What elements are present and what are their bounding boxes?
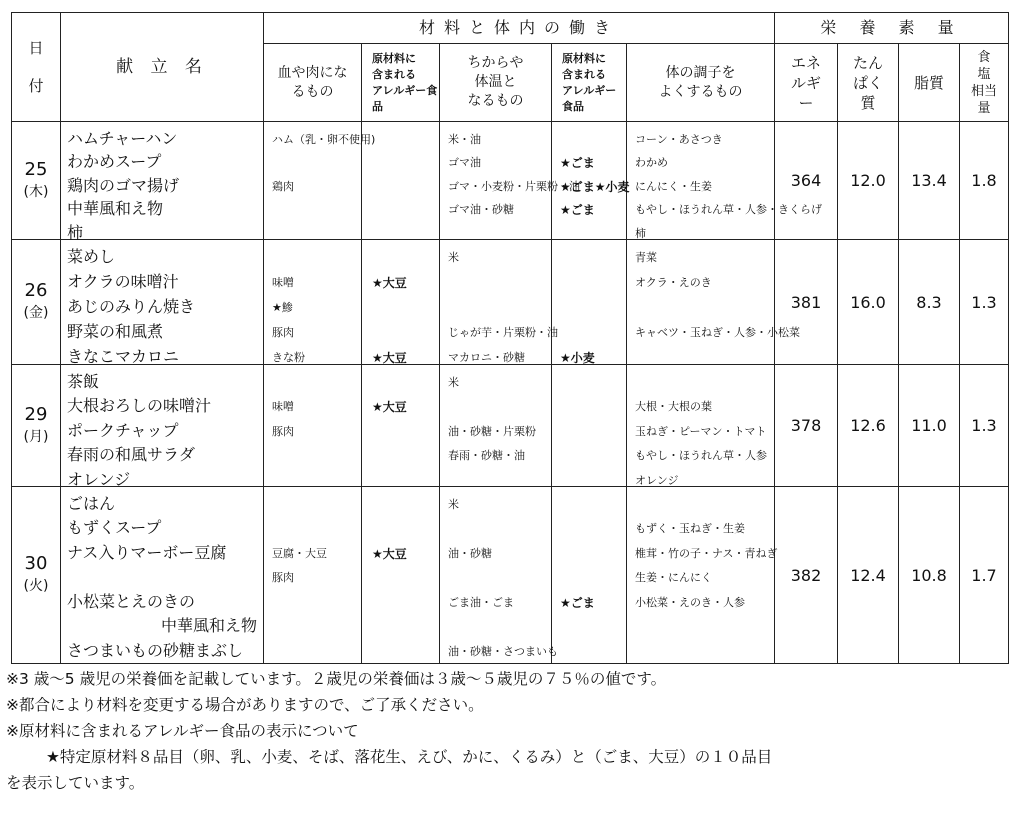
blood-cell-line: 豆腐・大豆: [272, 546, 327, 560]
blood-cell: [264, 365, 362, 487]
blood-allergy-cell-stack: [362, 123, 439, 239]
energy-cell-line: マカロニ・砂糖: [448, 350, 525, 364]
day-row: [12, 487, 1009, 664]
blood-cell-line: きな粉: [272, 350, 305, 364]
note-allergy-items: ★特定原材料８品目（卵、乳、小麦、そば、落花生、えび、かに、くるみ）と（ごま、大豆）の１０品目: [46, 748, 773, 766]
nutrition-group-header: 栄 養 素 量: [775, 13, 1009, 44]
dish-cell: [61, 240, 264, 365]
allergy-header-1: [362, 44, 440, 122]
blood-allergy-cell-line: ★大豆: [372, 275, 407, 290]
fat-value: 13.4: [899, 122, 960, 240]
note-allergy-end: を表示しています。: [6, 774, 145, 792]
salt-header-line1: 食: [977, 49, 991, 65]
energy-allergy-cell: [552, 240, 627, 365]
protein-value: 12.0: [838, 122, 899, 240]
blood-allergy-cell-stack: [362, 488, 439, 663]
fat-header: 脂質: [899, 44, 960, 122]
energy-cell-line: 油・砂糖: [448, 546, 492, 560]
dish-cell-line: オクラの味噌汁: [67, 271, 179, 291]
tone-cell-stack: [627, 366, 774, 486]
body-tone-line2: よくするもの: [658, 83, 743, 100]
energy-cell-stack: [440, 366, 551, 486]
dish-cell-line: ごはん: [67, 493, 116, 513]
salt-header-line4: 量: [977, 100, 991, 116]
energy-cell-line: じゃが芋・片栗粉・油: [448, 325, 558, 339]
menu-table: [11, 12, 1009, 664]
tone-cell-line: キャベツ・玉ねぎ・人参・小松菜: [635, 325, 800, 339]
blood-meat-line2: るもの: [291, 83, 334, 100]
dish-cell: [61, 365, 264, 487]
energy-cell-stack: [440, 241, 558, 364]
energy-allergy-cell-line: ★小麦: [560, 350, 595, 365]
note-allergy-title: ※原材料に含まれるアレルギー食品の表示について: [6, 722, 359, 740]
day-row: [12, 122, 1009, 240]
dish-cell-line: 野菜の和風煮: [67, 321, 164, 341]
tone-cell-stack: [627, 488, 778, 663]
dish-cell-line: きなこマカロニ: [67, 346, 180, 366]
protein-value: 12.4: [838, 487, 899, 664]
tone-cell: [627, 487, 778, 664]
dish-cell-line: ナス入りマーボー豆腐: [67, 542, 227, 562]
dish-cell: [61, 487, 264, 664]
salt-value: 1.7: [960, 487, 1009, 664]
energy-cell-line: ゴマ油・砂糖: [448, 203, 514, 216]
day-of-week: (火): [23, 578, 49, 594]
body-tone-line1: 体の調子を: [665, 64, 736, 81]
blood-cell-line: 味噌: [272, 400, 294, 413]
allergy-header-2-line3: アレルギー食品: [562, 83, 617, 113]
blood-cell-stack: [264, 123, 376, 239]
blood-cell-line: 豚肉: [272, 424, 294, 438]
blood-allergy-cell-line: ★大豆: [372, 546, 407, 561]
tone-cell: [627, 365, 775, 487]
dish-cell-line: オレンジ: [67, 469, 131, 489]
blood-cell: [264, 240, 362, 365]
blood-allergy-cell: [362, 365, 440, 487]
date-header-line2: 付: [28, 77, 44, 95]
energy-allergy-cell: [552, 122, 630, 240]
tone-cell-line: 柿: [635, 226, 646, 240]
energy-body-line1: ちからや: [467, 55, 524, 71]
energy-allergy-cell-stack: [552, 488, 626, 663]
protein-header: [838, 44, 899, 122]
energy-cell-line: 米: [448, 250, 459, 264]
dish-cell-line: さつまいもの砂糖まぶし: [67, 640, 244, 660]
blood-cell-stack: [264, 366, 361, 486]
date-number: 26: [24, 280, 48, 301]
allergy-header-2: [552, 44, 627, 122]
date-cell: [12, 487, 61, 664]
blood-allergy-cell: [362, 487, 440, 664]
dish-cell-line: 大根おろしの味噌汁: [67, 396, 212, 415]
energy-header-line3: ー: [798, 93, 814, 112]
blood-allergy-cell: [362, 240, 440, 365]
energy-allergy-cell-line: ★ごま: [560, 156, 595, 170]
energy-allergy-cell-line: ★ごま: [560, 595, 595, 610]
energy-allergy-cell: [552, 365, 627, 487]
blood-cell-line: ハム（乳・卵不使用): [272, 132, 376, 146]
tone-cell-line: コーン・あさつき: [635, 132, 723, 146]
blood-cell: [264, 487, 362, 664]
dish-cell-stack: [61, 366, 263, 489]
date-number: 25: [24, 158, 48, 180]
dish-cell-line: 中華風和え物: [67, 199, 164, 218]
blood-cell-line: 味噌: [272, 275, 294, 289]
dish-cell-line: わかめスープ: [67, 152, 162, 171]
energy-cell: [440, 240, 558, 365]
energy-cell-line: 米: [448, 497, 459, 511]
dish-cell-line: ポークチャップ: [67, 420, 179, 440]
energy-body-line2: 体温と: [474, 74, 517, 90]
tone-cell-line: にんにく・生姜: [635, 179, 712, 193]
energy-header-line2: ルギ: [790, 73, 821, 92]
energy-allergy-cell: [552, 487, 627, 664]
materials-group-header: 材料と体内の働き: [264, 13, 775, 44]
blood-cell-stack: [264, 488, 361, 663]
blood-cell-stack: [264, 241, 361, 364]
allergy-header-1-line2: 含まれる: [372, 67, 416, 81]
dish-cell-line: あじのみりん焼き: [67, 296, 196, 316]
blood-meat-header: [264, 44, 362, 122]
dish-cell-line: 柿: [67, 222, 84, 242]
dish-cell-stack: [61, 241, 263, 364]
energy-body-header: [440, 44, 552, 122]
energy-header: [775, 44, 838, 122]
energy-cell: [440, 487, 558, 664]
date-cell: [12, 122, 61, 240]
blood-allergy-cell: [362, 122, 440, 240]
energy-allergy-cell-stack: [552, 366, 626, 486]
tone-cell-line: オレンジ: [635, 473, 679, 487]
dish-cell-line: 鶏肉のゴマ揚げ: [67, 175, 180, 195]
energy-header-line1: エネ: [790, 53, 821, 72]
tone-cell-line: 生姜・にんにく: [635, 571, 712, 584]
protein-header-line2: ぱく: [852, 73, 883, 92]
energy-allergy-cell-stack: [552, 123, 630, 239]
tone-cell-line: わかめ: [635, 156, 668, 169]
day-of-week: (月): [23, 428, 49, 445]
energy-allergy-cell-line: ★ごま: [560, 203, 595, 217]
note-nutrition: ※3 歳～5 歳児の栄養価を記載しています。２歳児の栄養価は３歳～５歳児の７５％の値です。: [6, 670, 667, 688]
tone-cell: [627, 240, 800, 365]
energy-cell-line: ごま油・ごま: [448, 595, 514, 609]
kcal-value: 381: [775, 240, 838, 365]
blood-allergy-cell-line: ★大豆: [372, 350, 407, 365]
date-header-line1: 日: [28, 39, 44, 57]
blood-cell: [264, 122, 376, 240]
date-number: 29: [24, 403, 48, 425]
allergy-header-1-line1: 原材料に: [372, 51, 416, 65]
salt-value: 1.3: [960, 365, 1009, 487]
energy-cell-line: 米: [448, 375, 459, 389]
blood-cell-line: 豚肉: [272, 325, 294, 339]
protein-value: 12.6: [838, 365, 899, 487]
salt-header: [960, 44, 1009, 122]
tone-cell-line: 玉ねぎ・ピーマン・トマト: [635, 424, 767, 438]
allergy-header-2-line1: 原材料に: [562, 51, 606, 65]
tone-cell-stack: [627, 241, 800, 364]
tone-cell-line: オクラ・えのき: [635, 275, 712, 289]
blood-allergy-cell-line: ★大豆: [372, 400, 407, 414]
blood-cell-line: 豚肉: [272, 571, 294, 584]
date-header: [12, 13, 61, 122]
notes-section: [6, 666, 1006, 796]
energy-cell-line: 油・砂糖・片栗粉: [448, 424, 536, 438]
dish-cell-stack: [61, 123, 263, 242]
energy-cell-line: 米・油: [448, 132, 481, 146]
dish-cell-line: ハムチャーハン: [67, 128, 178, 148]
fat-value: 10.8: [899, 487, 960, 664]
blood-cell-line: ★鯵: [272, 300, 293, 314]
salt-header-line2: 塩: [977, 66, 991, 82]
allergy-header-1-line3: アレルギー食品: [372, 83, 438, 113]
blood-allergy-cell-stack: [362, 366, 439, 486]
salt-value: 1.3: [960, 240, 1009, 365]
date-number: 30: [24, 553, 48, 574]
dish-cell-line: もずくスープ: [67, 518, 162, 537]
date-cell: [12, 240, 61, 365]
energy-body-line3: なるもの: [467, 93, 524, 109]
blood-allergy-cell-stack: [362, 241, 439, 364]
energy-cell-line: 油・砂糖・さつまいも: [448, 644, 558, 658]
dish-cell-line: 小松菜とえのきの: [67, 591, 196, 611]
kcal-value: 364: [775, 122, 838, 240]
day-row: [12, 240, 1009, 365]
tone-cell-line: 椎茸・竹の子・ナス・青ねぎ: [635, 546, 778, 560]
menu-name-header: [61, 13, 264, 122]
dish-cell-line: 茶飯: [67, 371, 100, 391]
energy-allergy-cell-stack: [552, 241, 626, 364]
date-cell: [12, 365, 61, 487]
tone-cell-line: 大根・大根の葉: [635, 400, 712, 413]
energy-cell-stack: [440, 488, 558, 663]
dish-cell-line: 春雨の和風サラダ: [67, 445, 195, 464]
energy-cell: [440, 365, 552, 487]
dish-cell-line: 中華風和え物: [161, 616, 258, 635]
fat-value: 11.0: [899, 365, 960, 487]
tone-cell-line: もやし・ほうれん草・人参・きくらげ: [635, 203, 822, 216]
energy-allergy-cell-line: ★ごま★小麦: [560, 179, 630, 194]
kcal-value: 378: [775, 365, 838, 487]
note-material-change: ※都合により材料を変更する場合がありますので、ご了承ください。: [6, 696, 484, 714]
fat-value: 8.3: [899, 240, 960, 365]
salt-header-line3: 相当: [971, 83, 998, 99]
allergy-header-2-line2: 含まれる: [562, 67, 606, 81]
day-row: [12, 365, 1009, 487]
dish-cell-line: 菜めし: [67, 246, 116, 266]
tone-cell-line: もずく・玉ねぎ・生姜: [635, 522, 745, 535]
tone-cell-line: もやし・ほうれん草・人参: [635, 449, 767, 462]
energy-cell-line: 春雨・砂糖・油: [448, 449, 525, 462]
dish-cell-stack: [61, 488, 263, 663]
day-of-week: (金): [23, 305, 49, 321]
blood-meat-line1: 血や肉にな: [277, 64, 348, 81]
energy-cell-line: ゴマ油: [448, 156, 481, 169]
protein-header-line3: 質: [860, 93, 876, 112]
menu-name-label: 献 立 名: [116, 57, 208, 77]
tone-cell-line: 小松菜・えのき・人参: [635, 595, 745, 609]
energy-cell-line: ゴマ・小麦粉・片栗粉・油: [448, 179, 580, 193]
kcal-value: 382: [775, 487, 838, 664]
day-of-week: (木): [23, 183, 49, 200]
body-tone-header: [627, 44, 775, 122]
protein-value: 16.0: [838, 240, 899, 365]
dish-cell: [61, 122, 264, 240]
salt-value: 1.8: [960, 122, 1009, 240]
protein-header-line1: たん: [852, 53, 883, 72]
tone-cell-line: 青菜: [635, 250, 657, 264]
blood-cell-line: 鶏肉: [272, 179, 294, 193]
